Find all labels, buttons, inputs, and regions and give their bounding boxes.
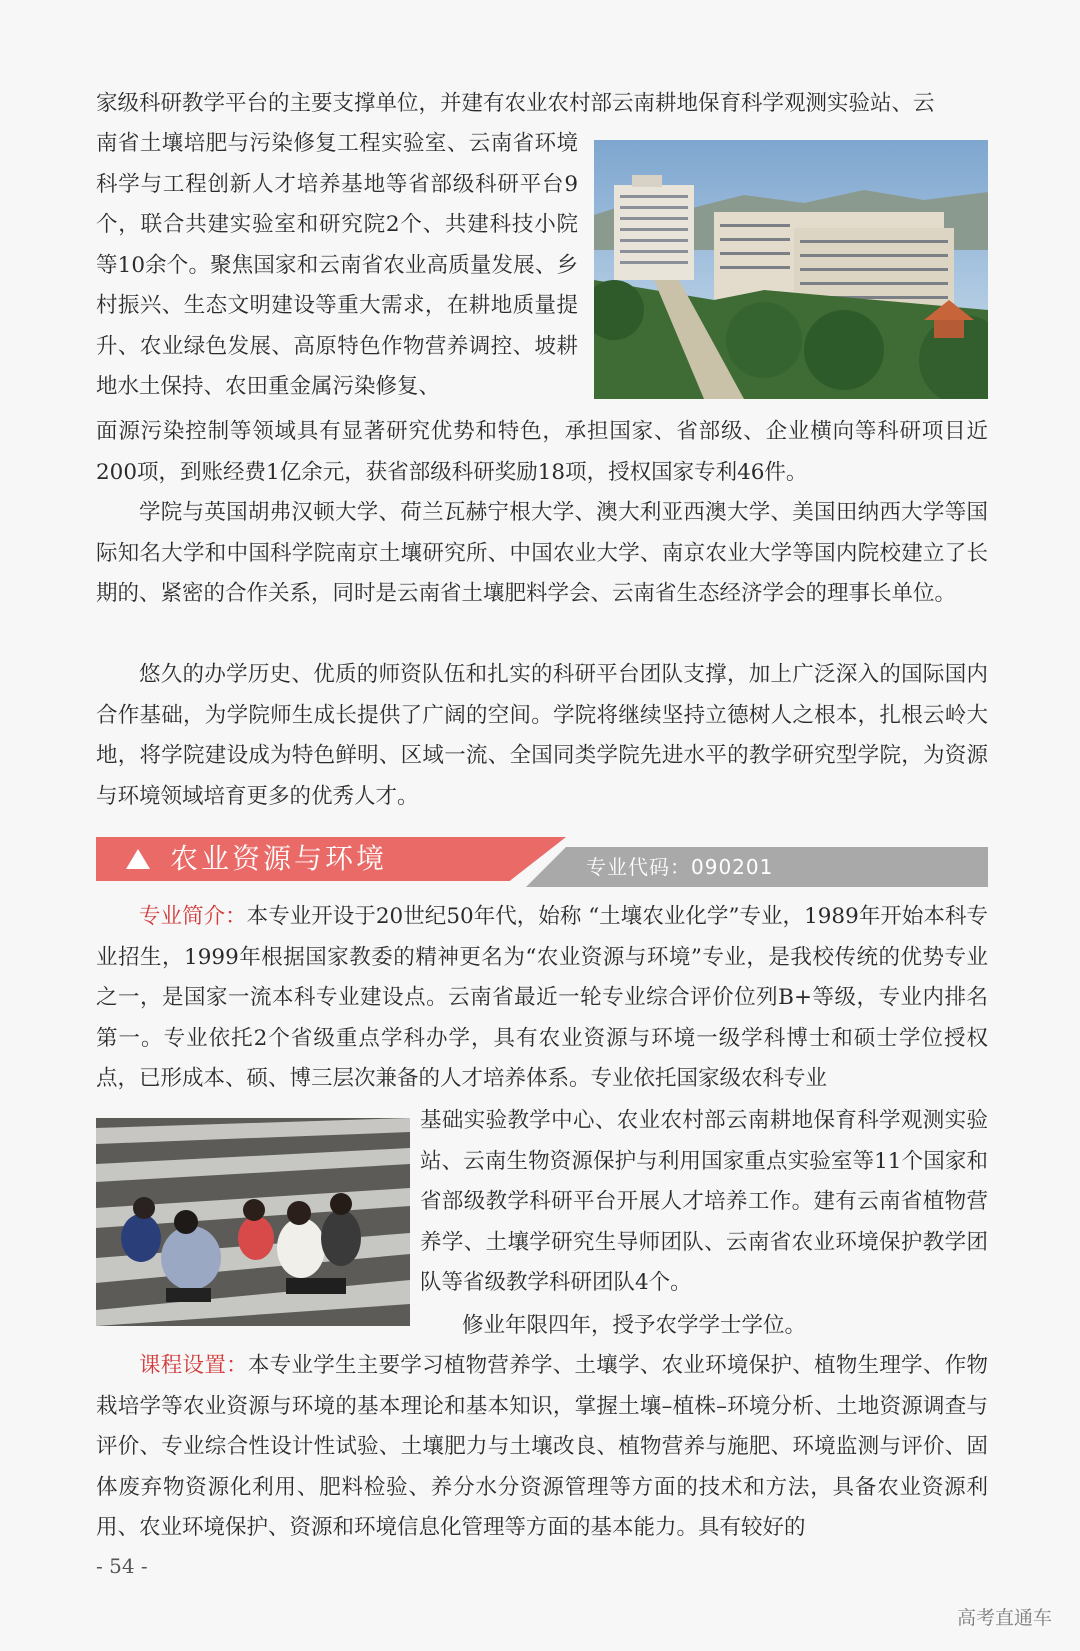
- major-intro-wrap: 基础实验教学中心、农业农村部云南耕地保育科学观测实验站、云南生物资源保护与利用国家重点实验室等11个国家和省部级教学科研平台开展人才培养工作。建有云南省植物营养学、土壤学研究生导师团队、云南省农业环境保护教学团队等省级教学科研团队4个。: [420, 1108, 988, 1295]
- course-paragraph: [96, 1346, 988, 1549]
- intro-first-line: 家级科研教学平台的主要支撑单位，并建有农业农村部云南耕地保育科学观测实验站、云: [96, 91, 935, 116]
- intro-wrap-paragraph: 南省土壤培肥与污染修复工程实验室、云南省环境科学与工程创新人才培养基地等省部级科研平台9个，联合共建实验室和研究院2个、共建科技小院等10余个。聚焦国家和云南省农业高质量发展、乡村振兴、生态文明建设等重大需求，在耕地质量提升、农业绿色发展、高原特色作物营养调控、坡耕地水土保持、农田重金属污染修复、: [96, 131, 578, 399]
- triangle-icon: [126, 849, 150, 869]
- major-section-header: [96, 837, 988, 893]
- major-intro-paragraph: [96, 897, 988, 1100]
- major-intro-text: 本专业开设于20世纪50年代，始称 “土壤农业化学”专业，1989年开始本科专业招生，1999年根据国家教委的精神更名为“农业资源与环境”专业，是我校传统的优势专业之一，是国家一流本科专业建设点。云南省最近一轮专业综合评价位列B+等级，专业内排名第一。专业依托2个省级重点学科办学，具有农业资源与环境一级学科博士和硕士学位授权点，已形成本、硕、博三层次兼备的人才培养体系。专业依托国家级农科专业: [96, 904, 988, 1091]
- major-intro-label: 专业简介：: [139, 904, 247, 929]
- summary-paragraph: 悠久的办学历史、优质的师资队伍和扎实的科研平台团队支撑，加上广泛深入的国际国内合作基础，为学院师生成长提供了广阔的空间。学院将继续坚持立德树人之根本，扎根云岭大地，将学院建设成为特色鲜明、区域一流、全国同类学院先进水平的教学研究型学院，为资源与环境领域培育更多的优秀人才。: [96, 662, 988, 809]
- course-label: 课程设置：: [139, 1353, 248, 1378]
- major-code: 专业代码：090201: [586, 855, 774, 879]
- page-number: - 54 -: [96, 1554, 148, 1578]
- study-duration: 修业年限四年，授予农学学士学位。: [462, 1313, 807, 1338]
- field-study-photo: [96, 1118, 410, 1326]
- major-title: 农业资源与环境: [170, 842, 388, 875]
- cooperation-paragraph: 学院与英国胡弗汉顿大学、荷兰瓦赫宁根大学、澳大利亚西澳大学、美国田纳西大学等国际知名大学和中国科学院南京土壤研究所、中国农业大学、南京农业大学等国内院校建立了长期的、紧密的合作关系，同时是云南省土壤肥料学会、云南省生态经济学会的理事长单位。: [96, 500, 988, 606]
- intro-after-photo: 面源污染控制等领域具有显著研究优势和特色，承担国家、省部级、企业横向等科研项目近200项，到账经费1亿余元，获省部级科研奖励18项，授权国家专利46件。: [96, 419, 988, 485]
- watermark: 高考直通车: [956, 1607, 1052, 1629]
- campus-buildings-photo: [594, 140, 988, 399]
- course-text: 本专业学生主要学习植物营养学、土壤学、农业环境保护、植物生理学、作物栽培学等农业资源与环境的基本理论和基本知识，掌握土壤–植株–环境分析、土地资源调查与评价、专业综合性设计性试验、土壤肥力与土壤改良、植物营养与施肥、环境监测与评价、固体废弃物资源化利用、肥料检验、养分水分资源管理等方面的技术和方法，具备农业资源利用、农业环境保护、资源和环境信息化管理等方面的基本能力。具有较好的: [96, 1353, 988, 1540]
